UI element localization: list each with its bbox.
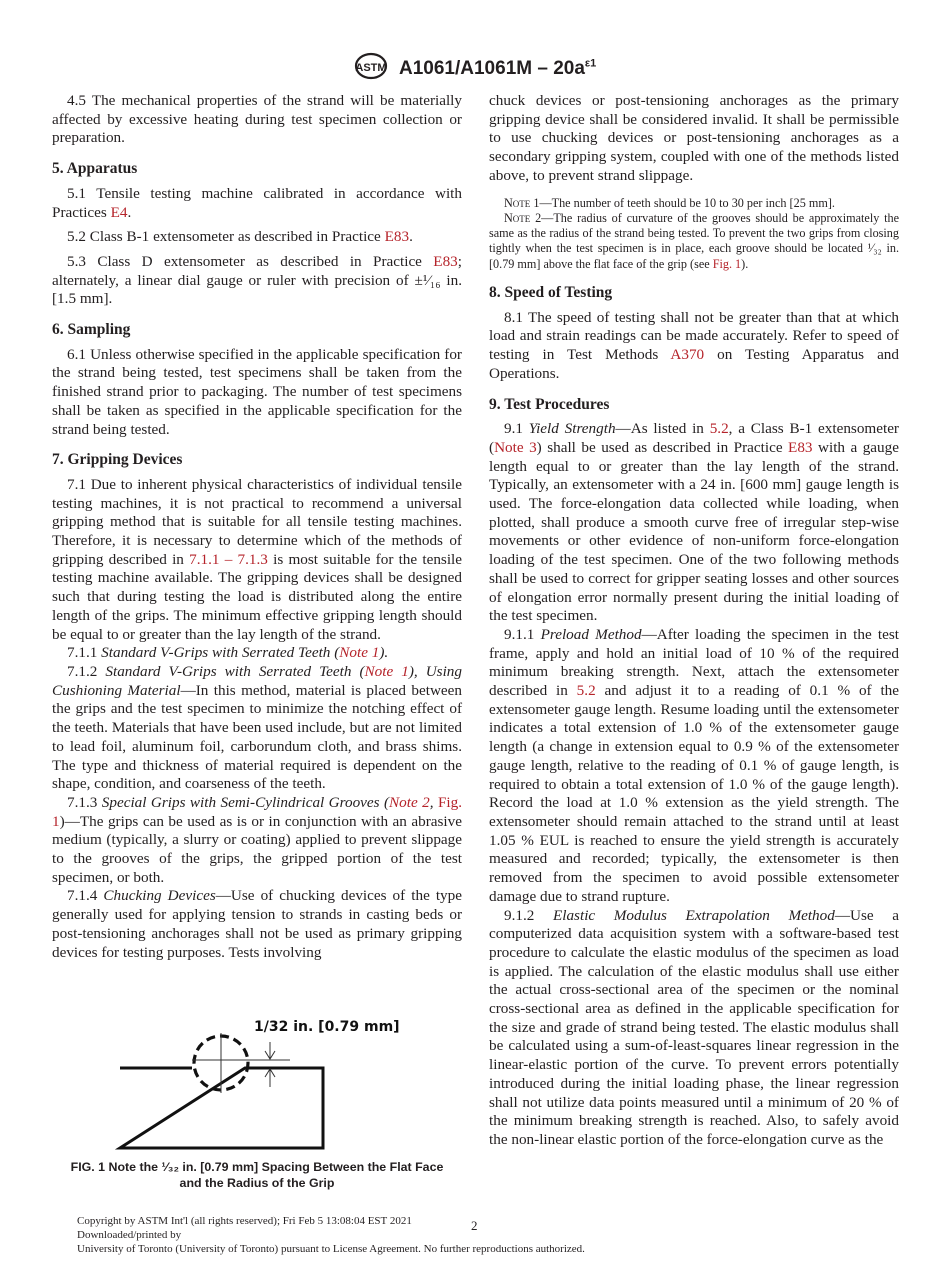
link-fig-1[interactable]: Fig. 1: [712, 256, 742, 271]
section-heading-gripping-devices: 7. Gripping Devices: [52, 451, 183, 469]
paragraph-9-1-2: 9.1.2 Elastic Modulus Extrapolation Method—Use a computerized data acquisition system with a software-based test procedure to calculate the elastic modulus of the specimen as load is applied. The calculation of the elastic modulus shall use either the actual cross-sectional area of the specimen or the nominal cross-sectional area as defined in the applicable specification for the size and grade of strand being tested. The elastic modulus shall be calculated using a sum-of-least-squares linear regression in the linear-elastic portion of the curve. To prevent errors potentially introduced during the initial loading phase, the linear regression shall not utilize data points measured until a minimum of 20 % of the minimum breaking strength is reached. Also, to safely avoid the non-linear elastic portion of the force-elongation curve as the: [489, 906, 899, 1148]
paragraph-4-5: 4.5 The mechanical properties of the strand will be materially affected by excessive heating during test specimen collection or preparation.: [52, 92, 462, 147]
link-e83[interactable]: E83: [788, 438, 813, 456]
paragraph-7-1: 7.1 Due to inherent physical characteristics of individual tensile testing machines, it is not practical to recommend a universal gripping method that is suitable for all tensile testing machines. Therefore, it is necessary to determine which of the methods of gripping described in 7.1.1 – 7.1.3 is most suitable for the tensile testing machine available. The gripping devices shall be designed such that during testing the load is distributed along the entire length of the grips. The minimum effective gripping length should be equal to or greater than the lay length of the strand.: [52, 475, 462, 643]
svg-text:1/32 in. [0.79 mm]: 1/32 in. [0.79 mm]: [254, 1019, 400, 1035]
note-1: Note 1—The number of teeth should be 10 to 30 per inch [25 mm].: [504, 195, 835, 210]
figure-1-caption: FIG. 1 Note the ¹⁄₃₂ in. [0.79 mm] Spacing Between the Flat Face and the Radius of the Grip: [70, 1160, 444, 1190]
link-7-1-1-to-7-1-3[interactable]: 7.1.1 – 7.1.3: [189, 550, 268, 568]
paragraph-7-1-4: 7.1.4 Chucking Devices—Use of chucking devices of the type generally used for applying tension to strands in casting beds or post-tensioning anchorages shall not be used as primary gripping devices for testing purposes. Tests involving: [52, 887, 462, 961]
document-designation: $A1061/A1061M - 20a^{\varepsilon 1}$: [399, 57, 597, 80]
copyright-footer: Copyright by ASTM Int'l (all rights reserved); Fri Feb 5 13:08:04 EST 2021 Downloaded/printed by University of Toronto (University of Toronto) pursuant to License Agreement. No further reproductions authorized.: [77, 1215, 585, 1255]
paragraph-7-1-2: 7.1.2 Standard V-Grips with Serrated Teeth (Note 1), Using Cushioning Material—In this method, material is placed between the grips and the test specimen to minimize the notching effect of the teeth. Materials that have been used include, but are not limited to lead foil, aluminum foil, carborundum cloth, and brass shims. The type and thickness of material required is dependent on the shape, condition, and coarseness of the teeth.: [52, 662, 462, 793]
section-heading-speed-of-testing: 8. Speed of Testing: [489, 284, 613, 301]
page-number: 2: [471, 1218, 478, 1233]
paragraph-7-1-3: 7.1.3 Special Grips with Semi-Cylindrical Grooves (Note 2, Fig. 1)—The grips can be used as is or in conjunction with an abrasive medium (typically, a slurry or coating) applied to prevent slippage to the grooves of the grips, the gripped portion of the test specimen, or both.: [52, 793, 463, 886]
svg-text:ASTM: ASTM: [355, 62, 387, 74]
paragraph-5-2: 5.2 Class B-1 extensometer as described in Practice E83.: [67, 228, 413, 246]
link-5-2[interactable]: 5.2: [709, 420, 729, 438]
link-note-3[interactable]: Note 3: [494, 438, 537, 456]
paragraph-7-1-4-continued: chuck devices or post-tensioning anchorages as the primary gripping device shall be considered invalid. It shall be permissible to use chucking devices or post-tensioning anchorages as a secondary gripping system, coupled with one of the methods listed above, to prevent strand slippage.: [489, 92, 899, 184]
section-heading-apparatus: 5. Apparatus: [52, 160, 138, 178]
section-heading-sampling: 6. Sampling: [52, 321, 131, 339]
paragraph-8-1: 8.1 The speed of testing shall not be greater than that at which load and strain readings can be made accurately. Refer to speed of testing in Test Methods A370 on Testing Apparatus and Operations.: [489, 308, 899, 382]
link-e83[interactable]: E83: [384, 228, 410, 246]
page-header: [0, 52, 950, 86]
link-note-1[interactable]: Note 1: [339, 644, 380, 662]
paragraph-5-3: 5.3 Class D extensometer as described in Practice E83; alternately, a linear dial gauge or ruler with precision of ±¹⁄₁₆ in. [1.5 mm].: [52, 252, 462, 308]
notes-block: [489, 196, 899, 272]
right-column: [489, 92, 899, 1150]
section-heading-test-procedures: 9. Test Procedures: [489, 395, 610, 413]
paragraph-7-1-1: 7.1.1 Standard V-Grips with Serrated Teeth (Note 1).: [67, 644, 389, 662]
link-note-2[interactable]: Note 2: [389, 793, 430, 811]
link-5-2[interactable]: 5.2: [576, 682, 596, 700]
link-e83[interactable]: E83: [433, 252, 458, 270]
link-e4[interactable]: E4: [110, 203, 128, 221]
paragraph-6-1: 6.1 Unless otherwise specified in the applicable specification for the strand being tested, test specimens shall be taken from the finished strand prior to packaging. The number of test specimens shall be taken as specified in the applicable specification for the strand being tested.: [52, 345, 462, 438]
grip-groove-diagram-icon: [52, 1012, 462, 1157]
figure-1-grip-diagram: [52, 1012, 462, 1162]
left-column: [52, 92, 462, 962]
paragraph-9-1-1: 9.1.1 Preload Method—After loading the specimen in the test frame, apply and hold an initial load of 10 % of the required minimum breaking strength. Next, attach the extensometer described in 5.2 and adjust it to a reading of 0.1 % of the extensometer gauge length. Resume loading until the extensometer indicates a total extension of 1.0 % of the extensometer gauge length (a change in extension equal to 0.9 % of the extensometer gauge length, relative to the reading of 0.1 % of gauge length, is required to obtain a total extension of 1.0 % of the gauge length). Record the load at 1.0 % extension as the yield strength. The extensometer should remain attached to the strand until at least 1.05 % EUL is reached to ensure the yield strength is accurately measured and recorded; typically, the extensometer is then removed from the specimen to avoid possible extensometer damage due to strand rupture.: [489, 625, 900, 905]
link-a370[interactable]: A370: [670, 346, 705, 364]
astm-logo-icon: [354, 52, 388, 86]
link-note-1[interactable]: Note 1: [364, 662, 409, 680]
note-2: Note 2—The radius of curvature of the grooves should be approximately the same as the radius of the strand being tested. To prevent the two grips from closing tightly when the test specimen is in place, each groove should be located ¹⁄₃₂ in. [0.79 mm] above the flat face of the grip (see Fig. 1).: [489, 210, 899, 271]
paragraph-5-1: 5.1 Tensile testing machine calibrated in accordance with Practices E4.: [52, 184, 462, 221]
link-fig-1[interactable]: Fig. 1: [52, 793, 463, 830]
paragraph-9-1: 9.1 Yield Strength—As listed in 5.2, a Class B-1 extensometer (Note 3) shall be used as described in Practice E83 with a gauge length equal to or greater than the lay length of the strand. Typically, an extensometer with a 24 in. [600 mm] gauge length is used. The force-elongation data collected while loading, when plotted, shall produce a smooth curve free of irregular step-wise movements or other evidence of non-uniform force-elongation loading of the test specimen. One of the two following methods shall be used to correct for gripper seating losses and other sources of elongation error normally present during the initial loading of the test specimen.: [489, 420, 899, 625]
